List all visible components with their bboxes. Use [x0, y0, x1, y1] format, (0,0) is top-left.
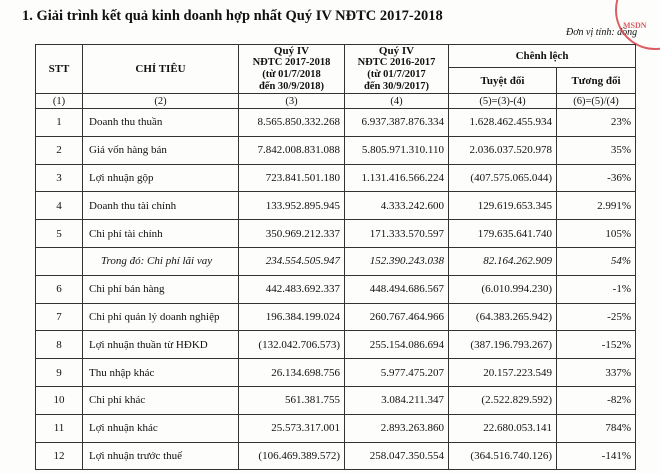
index-cell: (1): [36, 94, 83, 109]
header-tuyet-doi: Tuyệt đối: [449, 68, 557, 94]
row-q2018-value: 723.841.501.180: [239, 164, 345, 192]
row-absolute-change: (407.575.065.044): [449, 164, 557, 192]
header-q2017-line4: đến 30/9/2017): [363, 81, 430, 92]
row-name: Chi phí khác: [83, 386, 239, 414]
row-relative-change: -82%: [557, 386, 636, 414]
table-row: [36, 359, 636, 387]
table-row: [36, 220, 636, 248]
row-q2017-value: 5.805.971.310.110: [345, 136, 449, 164]
row-name: Giá vốn hàng bán: [83, 136, 239, 164]
row-name: Chi phí bán hàng: [83, 275, 239, 303]
row-relative-change: 35%: [557, 136, 636, 164]
header-stt: STT: [36, 45, 83, 94]
header-q2017-line3: (từ 01/7/2017: [367, 69, 426, 80]
row-name: Lợi nhuận trước thuế: [83, 442, 239, 470]
row-absolute-change: 1.628.462.455.934: [449, 109, 557, 137]
row-relative-change: -1%: [557, 275, 636, 303]
row-q2018-value: 8.565.850.332.268: [239, 109, 345, 137]
row-stt: 9: [36, 359, 83, 387]
row-relative-change: 784%: [557, 414, 636, 442]
row-name: Lợi nhuận thuần từ HĐKD: [83, 331, 239, 359]
red-seal-stamp: MSDN: [615, 0, 660, 50]
header-chi-tieu: CHỈ TIÊU: [83, 45, 239, 94]
row-q2017-value: 5.977.475.207: [345, 359, 449, 387]
header-q2017-line2: NĐTC 2016-2017: [357, 57, 436, 68]
table-row: [36, 414, 636, 442]
row-q2018-value: 25.573.317.001: [239, 414, 345, 442]
row-q2018-value: 561.381.755: [239, 386, 345, 414]
row-q2018-value: 7.842.008.831.088: [239, 136, 345, 164]
row-absolute-change: 22.680.053.141: [449, 414, 557, 442]
header-q2018-line2: NĐTC 2017-2018: [252, 57, 331, 68]
row-relative-change: 2.991%: [557, 192, 636, 220]
row-absolute-change: 129.619.653.345: [449, 192, 557, 220]
row-relative-change: -36%: [557, 164, 636, 192]
row-absolute-change: (2.522.829.592): [449, 386, 557, 414]
row-q2018-value: 350.969.212.337: [239, 220, 345, 248]
row-stt: 5: [36, 220, 83, 248]
header-q2018-line3: (từ 01/7/2018: [262, 69, 321, 80]
row-absolute-change: 179.635.641.740: [449, 220, 557, 248]
row-name: Lợi nhuận gộp: [83, 164, 239, 192]
row-relative-change: 54%: [557, 247, 636, 275]
row-stt: 11: [36, 414, 83, 442]
row-name: Doanh thu tài chính: [83, 192, 239, 220]
index-cell: (4): [345, 94, 449, 109]
row-relative-change: -152%: [557, 331, 636, 359]
header-row-1: [36, 45, 636, 68]
row-name: Chi phí quản lý doanh nghiệp: [83, 303, 239, 331]
row-q2017-value: 2.893.263.860: [345, 414, 449, 442]
row-q2018-value: 442.483.692.337: [239, 275, 345, 303]
row-absolute-change: 20.157.223.549: [449, 359, 557, 387]
table-row: [36, 303, 636, 331]
row-name: Chi phí tài chính: [83, 220, 239, 248]
index-cell: (3): [239, 94, 345, 109]
row-q2017-value: 152.390.243.038: [345, 247, 449, 275]
results-table: [35, 44, 636, 470]
unit-note: Đơn vị tính: đồng: [566, 27, 638, 38]
table-row: [36, 386, 636, 414]
index-cell: (5)=(3)-(4): [449, 94, 557, 109]
header-q2017: [345, 45, 449, 94]
row-q2018-value: (106.469.389.572): [239, 442, 345, 470]
row-name: Trong đó: Chi phí lãi vay: [83, 247, 239, 275]
row-stt: 2: [36, 136, 83, 164]
section-heading: 1. Giải trình kết quả kinh doanh hợp nhất Quý IV NĐTC 2017-2018: [22, 8, 443, 24]
row-q2017-value: 260.767.464.966: [345, 303, 449, 331]
row-stt: 12: [36, 442, 83, 470]
index-cell: (6)=(5)/(4): [557, 94, 636, 109]
header-q2018-line1: Quý IV: [273, 45, 310, 57]
row-q2017-value: 255.154.086.694: [345, 331, 449, 359]
table-row: [36, 164, 636, 192]
row-relative-change: 105%: [557, 220, 636, 248]
row-stt: 8: [36, 331, 83, 359]
row-stt: 7: [36, 303, 83, 331]
table-row: [36, 192, 636, 220]
row-name: Thu nhập khác: [83, 359, 239, 387]
header-chenh-lech: Chênh lệch: [449, 45, 636, 68]
row-stt: 6: [36, 275, 83, 303]
table-row: [36, 247, 636, 275]
table-row: [36, 331, 636, 359]
row-q2018-value: (132.042.706.573): [239, 331, 345, 359]
header-q2018: [239, 45, 345, 94]
row-q2017-value: 258.047.350.554: [345, 442, 449, 470]
row-name: Lợi nhuận khác: [83, 414, 239, 442]
row-q2018-value: 196.384.199.024: [239, 303, 345, 331]
index-row: [36, 94, 636, 109]
row-stt: [36, 247, 83, 275]
table-row: [36, 275, 636, 303]
row-stt: 4: [36, 192, 83, 220]
row-relative-change: -25%: [557, 303, 636, 331]
row-name: Doanh thu thuần: [83, 109, 239, 137]
header-tuong-doi: Tương đối: [557, 68, 636, 94]
row-q2018-value: 234.554.505.947: [239, 247, 345, 275]
row-q2017-value: 4.333.242.600: [345, 192, 449, 220]
row-absolute-change: (64.383.265.942): [449, 303, 557, 331]
row-stt: 1: [36, 109, 83, 137]
row-stt: 10: [36, 386, 83, 414]
table-row: [36, 442, 636, 470]
table-row: [36, 109, 636, 137]
row-absolute-change: (6.010.994.230): [449, 275, 557, 303]
row-absolute-change: (387.196.793.267): [449, 331, 557, 359]
row-absolute-change: (364.516.740.126): [449, 442, 557, 470]
table-row: [36, 136, 636, 164]
row-q2017-value: 3.084.211.347: [345, 386, 449, 414]
row-q2017-value: 6.937.387.876.334: [345, 109, 449, 137]
header-q2017-line1: Quý IV: [378, 45, 415, 57]
row-relative-change: -141%: [557, 442, 636, 470]
row-stt: 3: [36, 164, 83, 192]
row-q2018-value: 26.134.698.756: [239, 359, 345, 387]
table-body: [36, 109, 636, 470]
row-absolute-change: 2.036.037.520.978: [449, 136, 557, 164]
row-relative-change: 337%: [557, 359, 636, 387]
row-q2018-value: 133.952.895.945: [239, 192, 345, 220]
index-cell: (2): [83, 94, 239, 109]
row-q2017-value: 171.333.570.597: [345, 220, 449, 248]
row-absolute-change: 82.164.262.909: [449, 247, 557, 275]
row-q2017-value: 448.494.686.567: [345, 275, 449, 303]
header-q2018-line4: đến 30/9/2018): [258, 81, 325, 92]
row-q2017-value: 1.131.416.566.224: [345, 164, 449, 192]
row-relative-change: 23%: [557, 109, 636, 137]
